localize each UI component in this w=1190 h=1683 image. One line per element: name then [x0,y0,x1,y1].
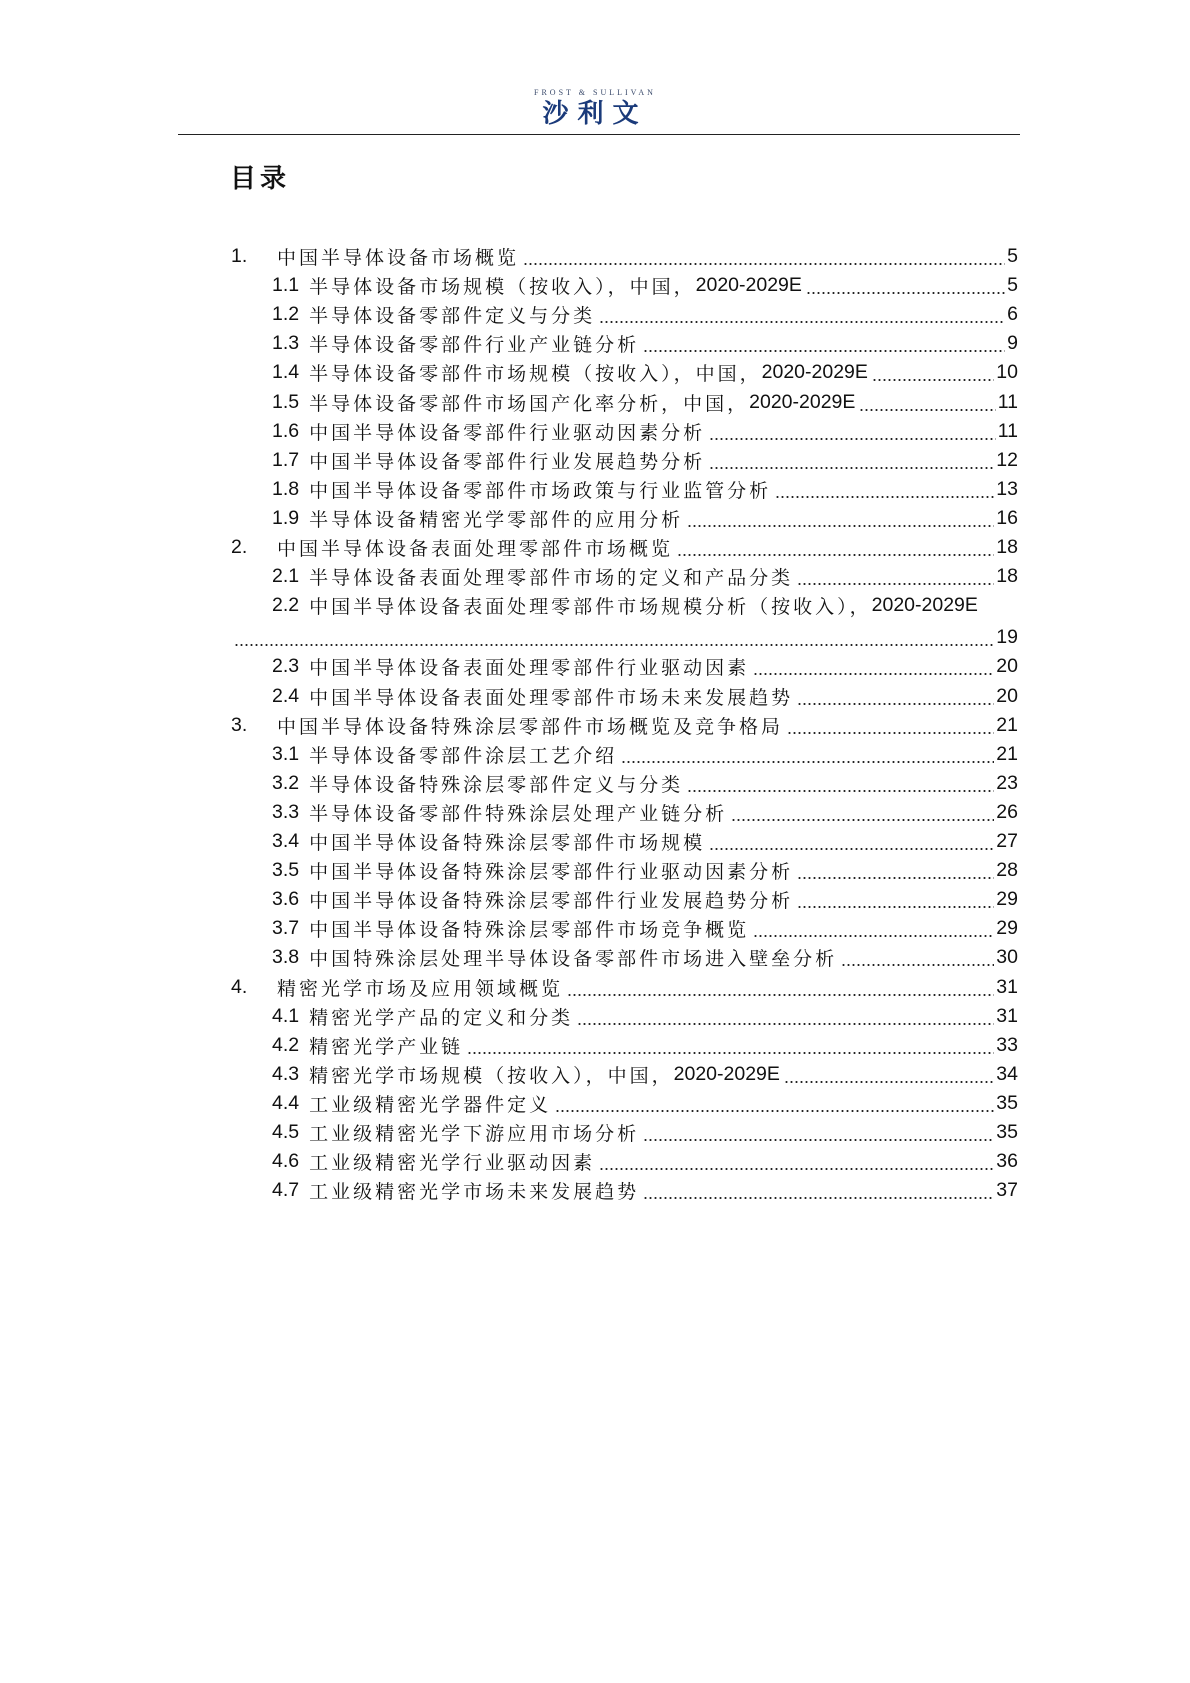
toc-entry-page: 21 [996,713,1018,736]
toc-entry-number: 2.4 [272,684,300,707]
toc-entry-page: 36 [996,1150,1018,1173]
toc-entry-number: 1.8 [272,477,300,500]
toc-entry-title: 半导体设备零部件市场规模（按收入），中国， [309,363,762,386]
toc-entry-title: 半导体设备表面处理零部件市场的定义和产品分类 [309,567,794,590]
toc-entry-number: 3.2 [272,771,300,794]
toc-entry-title: 半导体设备零部件涂层工艺介绍 [309,744,618,767]
toc-entry-title: 精密光学市场及应用领域概览 [277,977,564,1000]
toc-entry-page: 10 [996,361,1018,384]
toc-dot-leader [806,287,1005,295]
toc-entry-page: 12 [996,448,1018,471]
toc-entry[interactable] [272,416,1018,447]
toc-entry-title: 中国半导体设备特殊涂层零部件市场概览及竞争格局 [277,715,784,738]
toc-entry[interactable] [272,474,1018,505]
toc-entry[interactable] [272,1030,1018,1061]
toc-entry-page: 20 [996,655,1018,678]
toc-entry-number: 3.8 [272,946,300,969]
toc-entry-title: 半导体设备零部件行业产业链分析 [309,334,640,357]
toc-entry-number: 1.9 [272,506,300,529]
toc-entry-continuation[interactable] [230,622,1018,653]
toc-entry-page: 20 [996,684,1018,707]
toc-dot-leader [643,1134,994,1142]
toc-entry-page: 23 [996,771,1018,794]
toc-entry-page: 35 [996,1091,1018,1114]
toc-entry[interactable] [231,241,1018,272]
toc-entry-number: 2.1 [272,565,300,588]
toc-entry-title: 中国半导体设备零部件行业驱动因素分析 [309,421,706,444]
toc-entry-year-range: 2020-2029E [695,274,802,297]
toc-entry-year-range: 2020-2029E [871,594,978,617]
toc-entry-page: 21 [996,742,1018,765]
logo-english-text: FROST & SULLIVAN [534,88,656,97]
toc-entry-page: 5 [1007,274,1018,297]
toc-dot-leader [797,872,994,880]
toc-dot-leader [687,520,994,528]
toc-entry-title: 中国半导体设备市场概览 [277,247,520,269]
toc-entry[interactable] [272,387,1018,418]
toc-dot-leader [467,1047,994,1055]
toc-entry-number: 3.4 [272,830,300,852]
toc-entry[interactable] [272,739,1018,770]
toc-dot-leader [523,258,1005,266]
toc-dot-leader [731,814,994,822]
toc-entry[interactable] [231,972,1018,1003]
toc-entry-title: 工业级精密光学行业驱动因素 [309,1152,596,1175]
toc-entry-title: 半导体设备精密光学零部件的应用分析 [309,508,684,531]
toc-entry-number: 2.2 [272,594,300,617]
toc-entry-number: 1.6 [272,419,300,442]
toc-entry-page: 37 [996,1179,1018,1202]
toc-entry[interactable] [272,1059,1018,1090]
toc-dot-leader [859,404,995,412]
toc-entry-title: 中国半导体设备表面处理零部件行业驱动因素 [309,657,750,680]
toc-entry-page: 28 [996,859,1018,882]
toc-entry-number: 4.3 [272,1062,300,1085]
toc-dot-leader [797,901,994,909]
toc-entry-title: 中国半导体设备零部件市场政策与行业监管分析 [309,479,772,502]
toc-dot-leader [841,959,994,967]
toc-dot-leader [567,989,994,997]
toc-entry-year-range: 2020-2029E [673,1062,780,1085]
toc-entry-number: 1. [231,245,248,267]
toc-entry-number: 3. [231,713,248,736]
toc-entry-title: 精密光学产业链 [309,1035,464,1058]
toc-entry-title: 工业级精密光学器件定义 [309,1093,552,1116]
logo-chinese-text: 沙利文 [542,99,648,129]
toc-entry-year-range: 2020-2029E [761,361,868,384]
toc-entry-page: 18 [996,565,1018,588]
toc-entry[interactable] [272,855,1018,886]
toc-entry-title: 半导体设备零部件市场国产化率分析，中国， [309,392,750,415]
toc-entry-title: 工业级精密光学下游应用市场分析 [309,1123,640,1145]
toc-entry-number: 2. [231,536,248,558]
toc-entry-number: 4.5 [272,1121,300,1143]
toc-entry-number: 1.3 [272,332,300,355]
toc-entry-title: 半导体设备零部件定义与分类 [309,305,596,328]
toc-entry-title: 中国半导体设备特殊涂层零部件行业驱动因素分析 [309,861,794,884]
toc-entry[interactable] [272,826,1018,857]
toc-entry-page: 26 [996,800,1018,823]
toc-dot-leader [577,1018,994,1026]
toc-entry-title: 精密光学市场规模（按收入），中国， [309,1064,674,1087]
toc-entry-page: 31 [996,975,1018,998]
toc-entry-title: 中国半导体设备表面处理零部件市场规模分析（按收入）， [309,596,872,619]
toc-dot-leader [621,756,994,764]
toc-entry-page: 33 [996,1033,1018,1056]
toc-entry-title: 中国半导体设备特殊涂层零部件行业发展趋势分析 [309,890,794,913]
toc-entry[interactable] [272,1175,1018,1206]
toc-dot-leader [709,433,996,441]
toc-entry-number: 2.3 [272,655,300,678]
toc-entry-title: 半导体设备零部件特殊涂层处理产业链分析 [309,802,728,825]
toc-title: 目录 [230,164,291,194]
toc-entry[interactable] [272,1146,1018,1177]
toc-dot-leader [709,843,994,851]
toc-dot-leader [784,1076,994,1084]
toc-entry-number: 4.7 [272,1179,300,1202]
toc-entry[interactable] [272,590,978,621]
toc-dot-leader [797,698,994,706]
toc-entry-number: 1.7 [272,448,300,471]
toc-entry[interactable] [272,445,1018,476]
toc-entry[interactable] [272,328,1018,359]
toc-entry[interactable] [272,270,1018,301]
toc-entry[interactable] [272,299,1018,330]
toc-dot-leader [687,785,994,793]
toc-entry-page: 19 [996,626,1018,649]
toc-entry-title: 精密光学产品的定义和分类 [309,1006,574,1029]
toc-entry[interactable] [272,561,1018,592]
toc-entry-number: 4.4 [272,1091,300,1114]
toc-entry-title: 中国半导体设备特殊涂层零部件市场竞争概览 [309,919,750,942]
toc-dot-leader [643,1192,994,1200]
toc-dot-leader [753,668,994,676]
toc-entry-page: 27 [996,830,1018,852]
toc-entry[interactable] [272,884,1018,915]
toc-entry-page: 6 [1007,303,1018,326]
toc-dot-leader [753,930,994,938]
toc-entry-page: 30 [996,946,1018,969]
toc-entry-number: 4.2 [272,1033,300,1056]
toc-entry[interactable] [272,503,1018,534]
toc-entry-number: 3.3 [272,800,300,823]
toc-entry-page: 16 [996,506,1018,529]
toc-entry-page: 29 [996,888,1018,911]
toc-entry-page: 13 [996,477,1018,500]
toc-dot-leader [677,549,994,557]
toc-entry-title: 半导体设备特殊涂层零部件定义与分类 [309,773,684,796]
toc-entry[interactable] [272,913,1018,944]
toc-entry-title: 中国半导体设备表面处理零部件市场未来发展趋势 [309,686,794,709]
toc-entry-number: 1.1 [272,274,300,297]
header-divider [178,134,1020,135]
toc-entry-page: 29 [996,917,1018,940]
toc-entry[interactable] [231,532,1018,563]
toc-entry-number: 3.5 [272,859,300,882]
toc-entry-title: 中国半导体设备特殊涂层零部件市场规模 [309,832,706,854]
toc-entry-number: 4.6 [272,1150,300,1173]
toc-entry-year-range: 2020-2029E [749,390,856,413]
toc-entry[interactable] [272,1088,1018,1119]
toc-entry[interactable] [272,651,1018,682]
toc-entry-page: 34 [996,1062,1018,1085]
toc-entry-title: 半导体设备市场规模（按收入），中国， [309,276,696,299]
toc-entry-number: 3.6 [272,888,300,911]
toc-entry-number: 1.2 [272,303,300,326]
toc-entry-page: 9 [1007,332,1018,355]
toc-entry-number: 4.1 [272,1004,300,1027]
toc-entry-title: 中国半导体设备表面处理零部件市场概览 [277,538,674,560]
toc-dot-leader [775,491,994,499]
toc-entry-page: 11 [997,419,1018,442]
toc-entry[interactable] [272,768,1018,799]
toc-entry[interactable] [231,710,1018,741]
toc-entry[interactable] [272,1001,1018,1032]
toc-entry-number: 1.4 [272,361,300,384]
toc-dot-leader [234,639,994,647]
toc-dot-leader [872,374,994,382]
toc-entry-page: 11 [997,390,1018,413]
toc-entry-page: 35 [996,1121,1018,1143]
toc-entry-title: 工业级精密光学市场未来发展趋势 [309,1181,640,1204]
toc-entry[interactable] [272,797,1018,828]
toc-dot-leader [797,578,994,586]
toc-entry-number: 1.5 [272,390,300,413]
toc-dot-leader [709,462,994,470]
toc-dot-leader [787,727,994,735]
toc-dot-leader [599,316,1005,324]
toc-entry-number: 3.7 [272,917,300,940]
toc-dot-leader [643,345,1005,353]
toc-entry-page: 18 [996,536,1018,558]
toc-entry[interactable] [272,357,1018,388]
frost-sullivan-logo [0,88,1190,131]
toc-entry[interactable] [272,942,1018,973]
toc-entry-title: 中国半导体设备零部件行业发展趋势分析 [309,450,706,473]
toc-dot-leader [555,1105,994,1113]
toc-entry-page: 31 [996,1004,1018,1027]
toc-entry[interactable] [272,1117,1018,1148]
toc-entry-page: 5 [1007,245,1018,267]
toc-entry[interactable] [272,681,1018,712]
toc-entry-number: 4. [231,975,248,998]
toc-entry-title: 中国特殊涂层处理半导体设备零部件市场进入壁垒分析 [309,948,838,971]
toc-dot-leader [599,1163,994,1171]
toc-entry-number: 3.1 [272,742,300,765]
